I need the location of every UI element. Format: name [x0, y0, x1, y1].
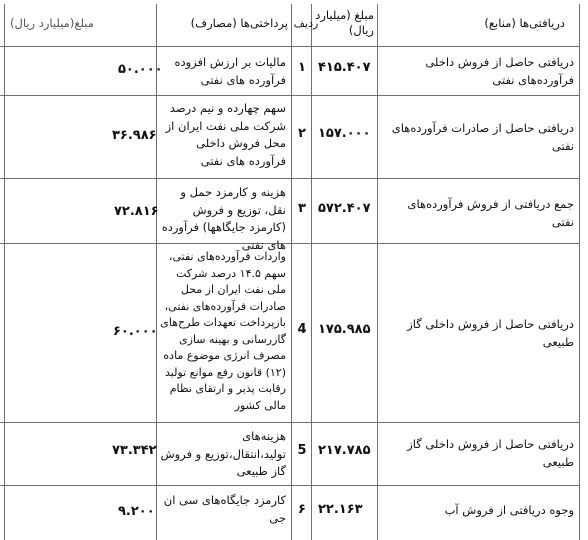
- row-2-source-amount: ۱۵۷.۰۰۰: [318, 126, 371, 141]
- header-row-number: ردیف: [293, 17, 319, 30]
- row-1-number: ۱: [298, 60, 306, 75]
- row-1-source: دریافتی حاصل از فروش داخلی فرآورده‌های نفتی: [425, 55, 574, 87]
- row-3-source: جمع دریافتی از فروش فرآورده‌های نفتی: [407, 197, 574, 229]
- row-6-use: کارمزد جایگاه‌های سی ان جی: [163, 493, 286, 525]
- grid-line: [311, 4, 312, 540]
- row-6-use-amount: ۹.۲۰۰: [118, 504, 155, 519]
- row-2-use: سهم چهارده و نیم درصد شرکت ملی نفت ایران از محل فروش داخلی فرآورده های نفتی: [165, 101, 286, 168]
- row-5-use-amount: ۷۳.۳۴۲: [112, 443, 157, 458]
- row-3-number: ۳: [298, 201, 306, 216]
- row-4-use-amount: ۶۰.۰۰۰: [113, 324, 158, 339]
- grid-line: [291, 4, 292, 540]
- row-2-use-amount: ۳۶.۹۸۶: [112, 128, 157, 143]
- header-amount-sources: مبلغ (میلیارد ریال): [315, 8, 374, 37]
- grid-line: [0, 178, 580, 179]
- row-4-source: دریافتی حاصل از فروش داخلی گاز طبیعی: [407, 317, 574, 349]
- row-1-use-amount: ۵۰.۰۰۰: [118, 62, 163, 77]
- row-5-use: هزینه‌های تولید،انتقال،توزیع و فروش گاز طبیعی: [160, 429, 286, 478]
- row-3-source-amount: ۵۷۲.۴۰۷: [318, 201, 371, 216]
- header-uses: پرداختی‌ها (مصارف): [190, 16, 288, 30]
- grid-line: [156, 4, 157, 540]
- row-3-use-amount: ۷۲.۸۱۶: [114, 204, 159, 219]
- header-sources: دریافتی‌ها (منابع): [484, 16, 565, 30]
- grid-line: [0, 95, 580, 96]
- grid-line: [0, 46, 580, 47]
- grid-line: [377, 4, 378, 540]
- row-2-source: دریافتی حاصل از صادرات فرآورده‌های نفتی: [391, 121, 574, 153]
- row-4-number: 4: [297, 322, 307, 337]
- row-5-source-amount: ۲۱۷.۷۸۵: [318, 443, 371, 458]
- row-5-source: دریافتی حاصل از فروش داخلی گاز طبیعی: [407, 437, 574, 469]
- row-6-source-amount: ۲۲.۱۶۳: [318, 502, 363, 517]
- row-5-number: 5: [297, 443, 307, 458]
- row-6-number: ۶: [298, 502, 306, 517]
- grid-line: [0, 422, 580, 423]
- grid-line: [579, 4, 580, 540]
- row-1-source-amount: ۴۱۵.۴۰۷: [318, 60, 371, 75]
- row-4-use: واردات فرآورده‌های نفتی، سهم ۱۴.۵ درصد شرکت ملی نفت ایران از محل صادرات فرآورده‌های نفتی، بازپرداخت تعهدات طرح‌های گازرسانی و بهینه سازی مصرف انرژی موضوع ماده (۱۲) قانون رفع موانع تولید رقابت پذیر و ارتقای نظام مالی کشور: [160, 250, 286, 412]
- grid-line: [0, 485, 580, 486]
- row-6-source: وجوه دریافتی از فروش آب: [444, 503, 574, 517]
- row-2-number: ۲: [298, 126, 306, 141]
- header-amount-uses: مبلغ(میلیارد ریال): [10, 16, 94, 30]
- row-1-use: مالیات بر ارزش افزوده فرآورده های نفتی: [174, 55, 286, 87]
- grid-line: [4, 4, 5, 540]
- row-3-use: هزینه و کارمزد حمل و نقل، توزیع و فروش (کارمزد جایگاهها) فرآورده های نفتی: [161, 185, 286, 252]
- grid-line: [0, 243, 580, 244]
- row-4-source-amount: ۱۷۵.۹۸۵: [318, 322, 371, 337]
